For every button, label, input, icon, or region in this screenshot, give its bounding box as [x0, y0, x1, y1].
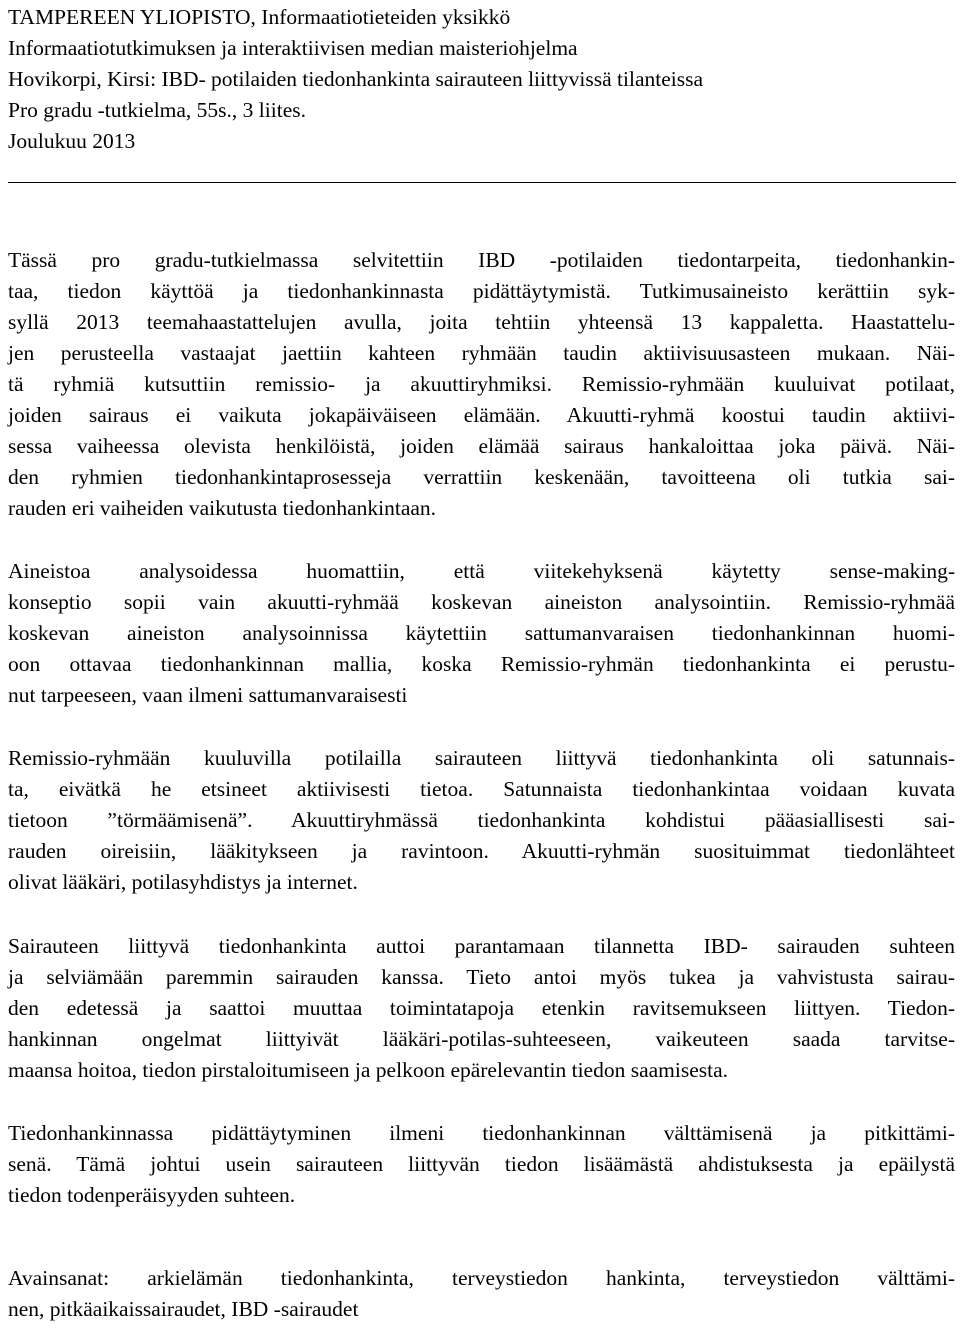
keywords-line: nen, pitkäaikaissairaudet, IBD -sairaudet	[8, 1297, 359, 1321]
text-line: tietoon ”törmäämisenä”. Akuuttiryhmässä tiedonhankinta kohdistui pääasiallisesti sai-	[8, 808, 955, 832]
text-line: ja selviämään paremmin sairauden kanssa. Tieto antoi myös tukea ja vahvistusta sairau-	[8, 965, 955, 989]
date-line: Joulukuu 2013	[8, 129, 136, 153]
thesis-type-line: Pro gradu -tutkielma, 55s., 3 liites.	[8, 98, 306, 122]
text-line: konseptio sopii vain akuutti-ryhmää koskevan aineiston analysointiin. Remissio-ryhmää	[8, 590, 955, 614]
text-line: senä. Tämä johtui usein sairauteen liittyvän tiedon lisäämästä ahdistuksesta ja epäilystä	[8, 1152, 955, 1176]
text-line: ta, eivätkä he etsineet aktiivisesti tietoa. Satunnaista tiedonhankintaa voidaan kuvata	[8, 777, 955, 801]
text-line: tiedon todenperäisyyden suhteen.	[8, 1183, 296, 1207]
header-divider	[8, 182, 956, 183]
text-line: joiden sairaus ei vaikuta jokapäiväiseen elämään. Akuutti-ryhmä koostui taudin aktiivi-	[8, 403, 955, 427]
text-line: nut tarpeeseen, vaan ilmeni sattumanvaraisesti	[8, 683, 408, 707]
abstract-paragraph	[8, 556, 955, 711]
text-line: tä ryhmiä kutsuttiin remissio- ja akuuttiryhmiksi. Remissio-ryhmään kuuluivat potilaat,	[8, 372, 955, 396]
keywords-paragraph	[8, 1263, 955, 1325]
text-line: den ryhmien tiedonhankintaprosesseja verrattiin keskenään, tavoitteena oli tutkia sai-	[8, 465, 955, 489]
thesis-header	[8, 0, 955, 157]
text-line: rauden eri vaiheiden vaikutusta tiedonhankintaan.	[8, 496, 437, 520]
abstract-paragraph	[8, 743, 955, 898]
text-line: koskevan aineiston analysoinnissa käytettiin sattumanvaraisen tiedonhankinnan huomi-	[8, 621, 955, 645]
text-line: Remissio-ryhmään kuuluvilla potilailla sairauteen liittyvä tiedonhankinta oli satunnais-	[8, 746, 955, 770]
university-line: TAMPEREEN YLIOPISTO, Informaatiotieteiden yksikkö	[8, 5, 511, 29]
text-line: oon ottavaa tiedonhankinnan mallia, koska Remissio-ryhmän tiedonhankinta ei perustu-	[8, 652, 955, 676]
text-line: Aineistoa analysoidessa huomattiin, että viitekehyksenä käytetty sense-making-	[8, 559, 955, 583]
abstract-paragraph	[8, 245, 955, 524]
text-line: Tiedonhankinnassa pidättäytyminen ilmeni tiedonhankinnan välttämisenä ja pitkittämi-	[8, 1121, 955, 1145]
text-line: taa, tiedon käyttöä ja tiedonhankinnasta pidättäytymistä. Tutkimusaineisto kerättiin syk-	[8, 279, 955, 303]
text-line: rauden oireisiin, lääkitykseen ja ravintoon. Akuutti-ryhmän suosituimmat tiedonlähteet	[8, 839, 955, 863]
author-title-line: Hovikorpi, Kirsi: IBD- potilaiden tiedonhankinta sairauteen liittyvissä tilanteissa	[8, 67, 704, 91]
abstract-paragraph	[8, 1118, 955, 1211]
text-line: den edetessä ja saattoi muuttaa toimintatapoja etenkin ravitsemukseen liittyen. Tiedon-	[8, 996, 955, 1020]
keywords-line: Avainsanat: arkielämän tiedonhankinta, terveystiedon hankinta, terveystiedon välttämi-	[8, 1266, 955, 1290]
text-line: Sairauteen liittyvä tiedonhankinta auttoi parantamaan tilannetta IBD- sairauden suhteen	[8, 934, 955, 958]
text-line: sessa vaiheessa olevista henkilöistä, joiden elämää sairaus hankaloittaa joka päivä. Näi-	[8, 434, 955, 458]
text-line: jen perusteella vastaajat jaettiin kahteen ryhmään taudin aktiivisuusasteen mukaan. Näi-	[8, 341, 955, 365]
abstract-paragraph	[8, 931, 955, 1086]
document-page	[8, 0, 955, 1325]
text-line: olivat lääkäri, potilasyhdistys ja internet.	[8, 870, 358, 894]
text-line: syllä 2013 teemahaastattelujen avulla, joita tehtiin yhteensä 13 kappaletta. Haastattelu-	[8, 310, 955, 334]
text-line: hankinnan ongelmat liittyivät lääkäri-potilas-suhteeseen, vaikeuteen saada tarvitse-	[8, 1027, 955, 1051]
text-line: maansa hoitoa, tiedon pirstaloitumiseen ja pelkoon epärelevantin tiedon saamisesta.	[8, 1058, 729, 1082]
text-line: Tässä pro gradu-tutkielmassa selvitettiin IBD -potilaiden tiedontarpeita, tiedonhankin-	[8, 248, 955, 272]
programme-line: Informaatiotutkimuksen ja interaktiivisen median maisteriohjelma	[8, 36, 578, 60]
